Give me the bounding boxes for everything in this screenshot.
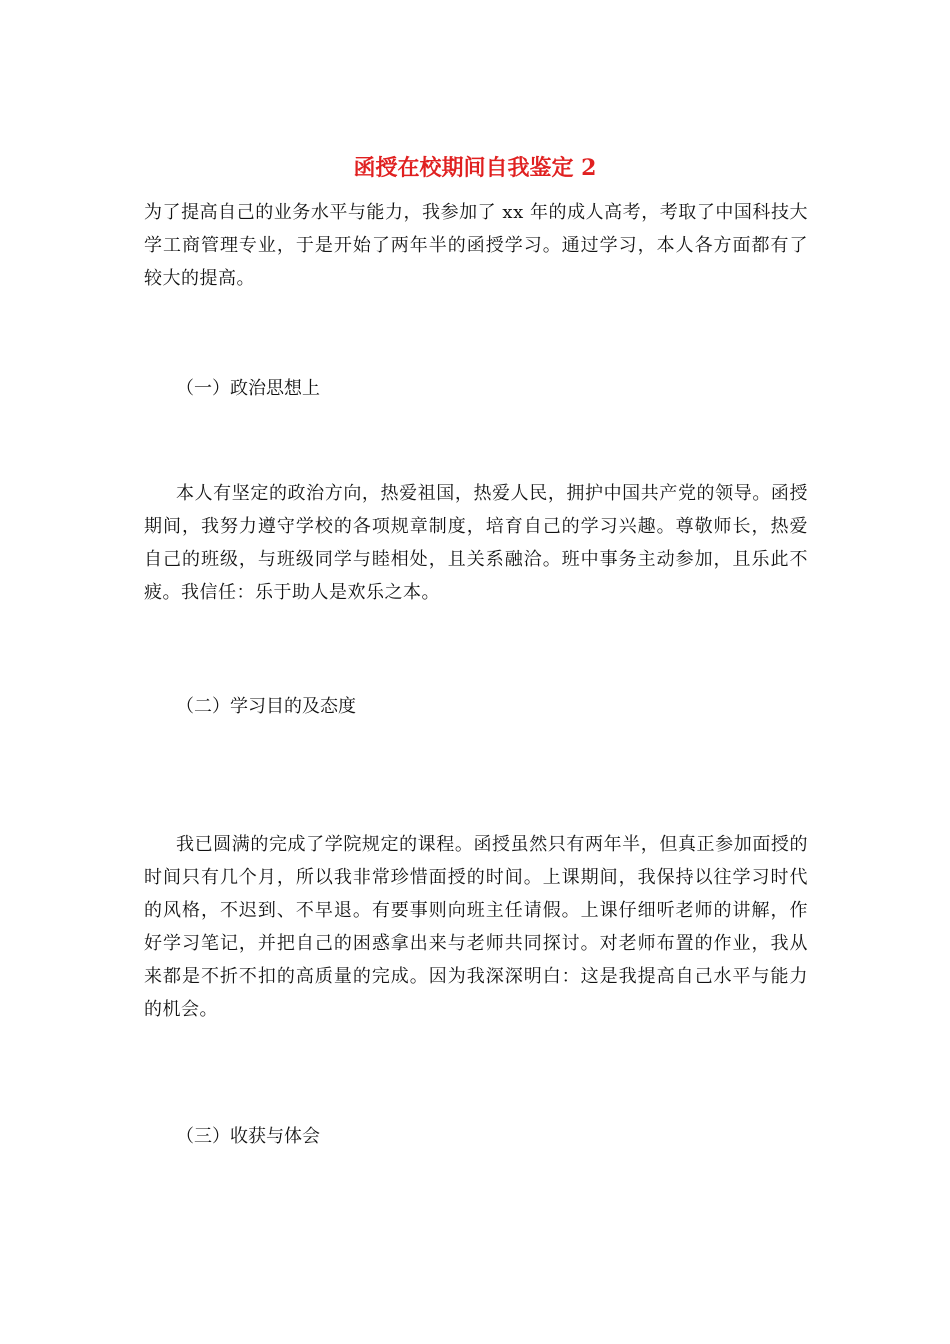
section-body-politics: 本人有坚定的政治方向，热爱祖国，热爱人民，拥护中国共产党的领导。函授期间，我努力遵守学校的各项规章制度，培育自己的学习兴趣。尊敬师长，热爱自己的班级，与班级同学与睦相处，且关系融洽。班中事务主动参加，且乐此不疲。我信任：乐于助人是欢乐之本。 (144, 483, 808, 603)
section-heading-study: （二）学习目的及态度 (176, 696, 356, 717)
document-title: 函授在校期间自我鉴定 2 (353, 155, 597, 181)
section-heading-politics: （一）政治思想上 (176, 378, 320, 399)
intro-paragraph: 为了提高自己的业务水平与能力，我参加了 xx 年的成人高考，考取了中国科技大学工商管理专业，于是开始了两年半的函授学习。通过学习，本人各方面都有了较大的提高。 (144, 202, 808, 289)
section-heading-gains: （三）收获与体会 (176, 1126, 320, 1147)
section-body-study: 我已圆满的完成了学院规定的课程。函授虽然只有两年半，但真正参加面授的时间只有几个月，所以我非常珍惜面授的时间。上课期间，我保持以往学习时代的风格，不迟到、不早退。有要事则向班主任请假。上课仔细听老师的讲解，作好学习笔记，并把自己的困惑拿出来与老师共同探讨。对老师布置的作业，我从来都是不折不扣的高质量的完成。因为我深深明白：这是我提高自己水平与能力的机会。 (144, 834, 808, 1020)
